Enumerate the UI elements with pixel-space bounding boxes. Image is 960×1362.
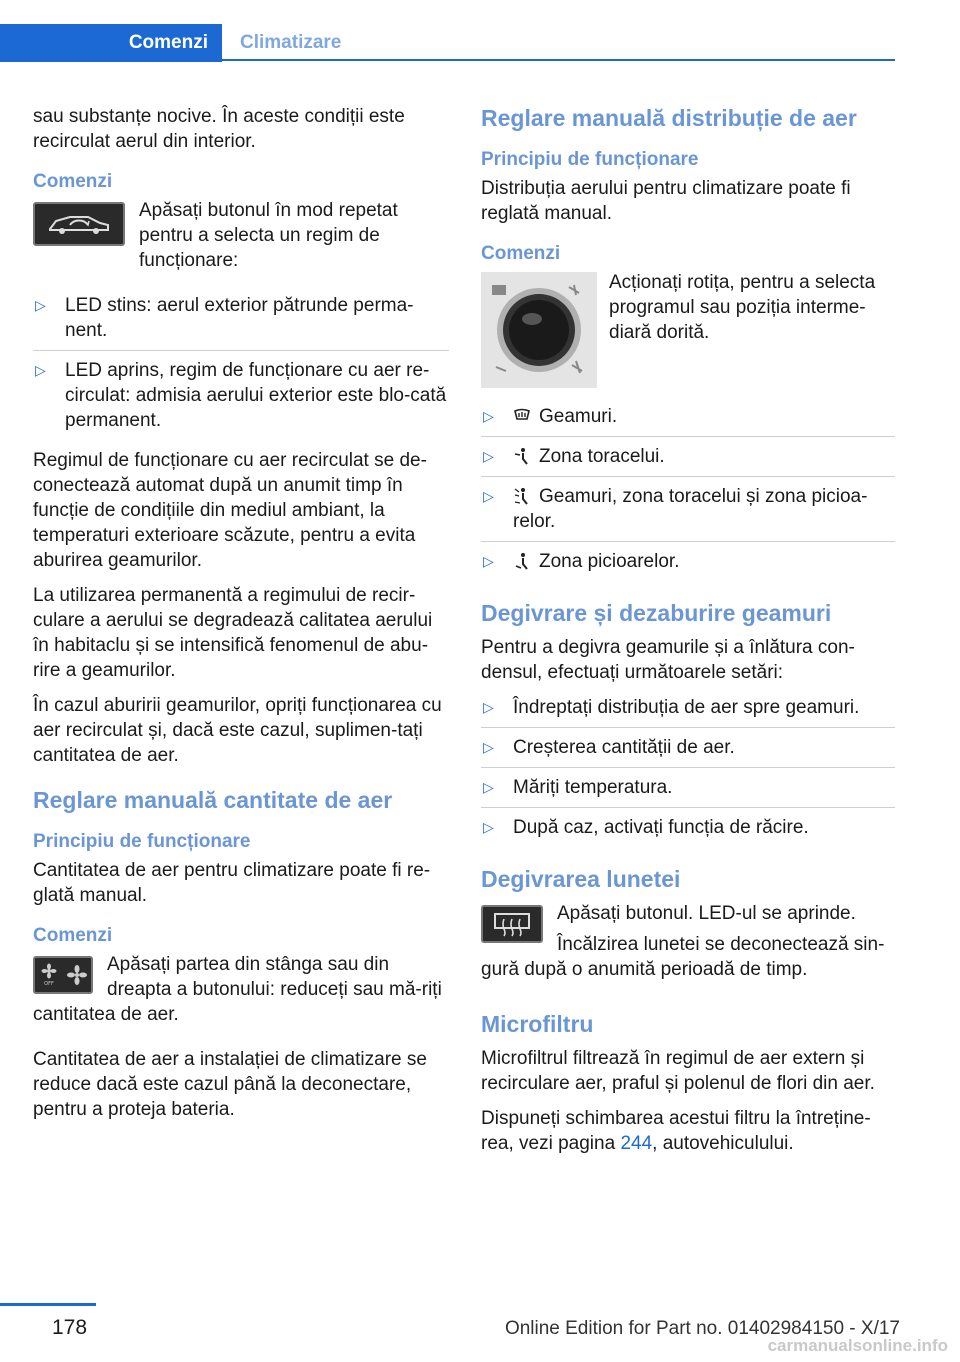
upper-body-icon [513,447,531,465]
triangle-bullet-icon: ▷ [483,448,494,464]
list-item [33,293,449,350]
section-heading: Reglare manuală cantitate de aer [33,787,393,813]
rear-window-heating-icon [492,911,532,937]
page-link[interactable]: 244 [620,1133,653,1154]
all-zones-icon [513,487,531,505]
paragraph: Regimul de funcționare cu aer recirculat se de‐conectează automat după un anumit timp în funcție de condițiile din mediul ambiant, la temperaturi exterioare scăzute, pentru a evita aburirea geamurilor. [33,450,427,571]
triangle-bullet-icon: ▷ [483,488,494,504]
distribution-dial-image [481,272,597,388]
list-item [481,767,895,807]
page-number: 178 [52,1316,88,1339]
list-item [481,436,895,476]
comenzi-heading: Comenzi [481,243,561,264]
intro-text: sau substanțe nocive. În aceste condiții este recirculat aerul din interior. [33,106,405,152]
list-item [481,404,895,436]
footwell-icon [513,552,531,570]
tab-underline [222,59,895,61]
rear-defrost-button-image [481,905,543,943]
recirculation-led-list [33,293,449,440]
paragraph: Cantitatea de aer a instalației de climatizare se reduce dacă este cazul până la deconectare, pentru a proteja bateria. [33,1049,427,1120]
dial-instruction: Acționați rotița, pentru a selecta programul sau poziția interme‐diară dorită. [609,272,876,343]
paragraph-text: , autovehiculului. [652,1133,794,1154]
fan-instruction: Apăsați partea din stânga sau din dreapta a butonului: reduceți sau mă‐riți cantitatea de aer. [33,954,442,1025]
distribution-control [481,270,895,394]
watermark: carmanualsonline.info [767,1336,948,1355]
triangle-bullet-icon: ▷ [483,739,494,755]
list-item-text: Măriți temperatura. [513,777,673,798]
left-column [33,104,449,1132]
recirculation-button-image [33,202,125,246]
subsection-heading: Principiu de funcționare [33,831,251,852]
list-item [481,807,895,847]
paragraph: Cantitatea de aer pentru climatizare poate fi re‐glată manual. [33,860,431,906]
tab-climatizare[interactable]: Climatizare [240,32,342,53]
right-column [481,104,895,1166]
rear-defrost-control [481,901,895,992]
triangle-bullet-icon: ▷ [35,297,46,313]
list-item [481,695,895,727]
section-heading: Degivrare și dezaburire geamuri [481,600,832,626]
list-item-text: Geamuri, zona toracelui și zona picioa‐relor. [513,486,868,532]
fan-small-icon [39,963,59,987]
subsection-heading: Principiu de funcționare [481,149,699,170]
paragraph: La utilizarea permanentă a regimului de recir‐culare a aerului se degradează calitatea aerului în habitaclu și se intensifică fenomenul de abu‐rire a geamurilor. [33,585,433,681]
fan-large-icon [67,965,87,985]
list-item-text: Creșterea cantității de aer. [513,737,735,758]
list-item-text: Geamuri. [539,406,618,427]
windshield-icon [513,407,531,425]
list-item-text: Îndreptați distribuția de aer spre geamuri. [513,697,860,718]
triangle-bullet-icon: ▷ [483,819,494,835]
section-heading: Degivrarea lunetei [481,866,681,892]
defrost-list [481,695,895,847]
recirculation-car-icon [44,211,114,237]
list-item [481,476,895,541]
paragraph: Pentru a degivra geamurile și a înlătura con‐densul, efectuați următoarele setări: [481,637,855,683]
fan-button-image [33,956,93,994]
tab-comenzi[interactable]: Comenzi [0,24,222,62]
list-item-text: Zona picioarelor. [539,551,680,572]
edition-info: Online Edition for Part no. 01402984150 - X/17 [504,1318,900,1339]
list-item [33,350,449,440]
rotary-dial-icon [484,275,594,385]
recirculation-control [33,198,449,283]
triangle-bullet-icon: ▷ [35,362,46,378]
section-heading: Reglare manuală distribuție de aer [481,105,857,131]
distribution-list [481,404,895,581]
header-tabs [0,24,895,62]
list-item-text: Zona toracelui. [539,446,665,467]
triangle-bullet-icon: ▷ [483,408,494,424]
list-item [481,541,895,581]
comenzi-heading: Comenzi [33,925,113,946]
paragraph: În cazul aburirii geamurilor, opriți funcționarea cu aer recirculat și, dacă este cazul, suplimen‐tați cantitatea de aer. [33,695,442,766]
rear-defrost-note: Încălzirea lunetei se deconectează sin‐gură după o anumită perioadă de timp. [481,934,885,980]
triangle-bullet-icon: ▷ [483,779,494,795]
paragraph: Microfiltrul filtrează în regimul de aer extern și recirculare aer, praful și polenul de flori din aer. [481,1048,875,1094]
paragraph-text: Dispuneți schimbarea acestui filtru la întreține‐rea, vezi pagina [481,1108,871,1154]
section-heading: Microfiltru [481,1011,594,1037]
footer-rule [0,1303,96,1306]
recirculation-instruction: Apăsați butonul în mod repetat pentru a selecta un regim de funcționare: [139,200,398,271]
list-item-text: LED stins: aerul exterior pătrunde perma‐nent. [65,295,414,341]
triangle-bullet-icon: ▷ [483,699,494,715]
paragraph: Distribuția aerului pentru climatizare poate fi reglată manual. [481,178,851,224]
comenzi-heading: Comenzi [33,171,113,192]
fan-control [33,952,449,1037]
paragraph [481,1106,895,1156]
rear-defrost-instruction: Apăsați butonul. LED-ul se aprinde. [557,903,856,924]
fan-off-label: OFF [44,981,54,987]
list-item-text: După caz, activați funcția de răcire. [513,817,809,838]
list-item [481,727,895,767]
triangle-bullet-icon: ▷ [483,553,494,569]
list-item-text: LED aprins, regim de funcționare cu aer re‐circulat: admisia aerului exterior este blo‐cată permanent. [65,360,447,431]
